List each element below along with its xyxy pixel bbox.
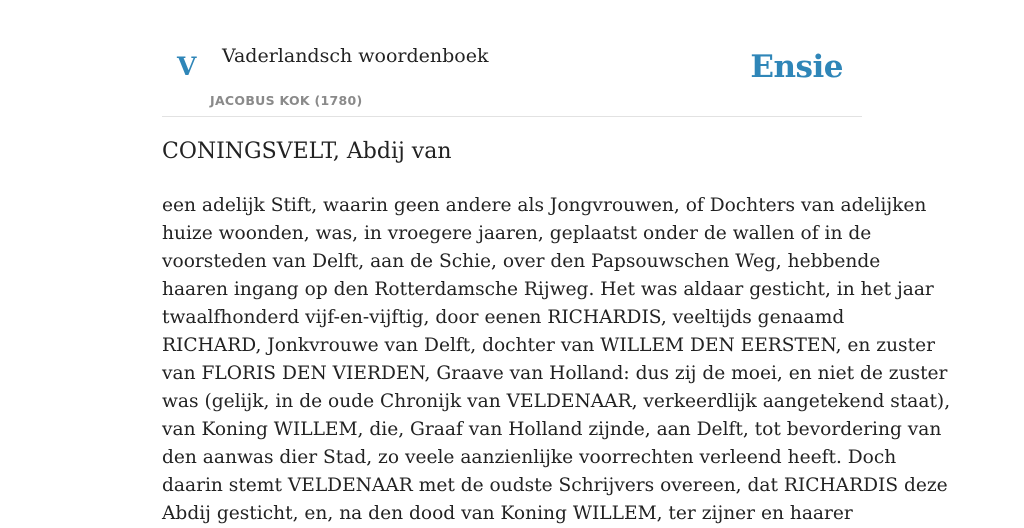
entry-text-line: daarin stemt VELDENAAR met de oudste Schrijvers overeen, dat RICHARDIS deze <box>162 475 948 496</box>
entry-text-line: Abdij gesticht, en, na den dood van Koning WILLEM, ter zijner en haarer <box>162 503 853 524</box>
entry-text-line: was (gelijk, in de oude Chronijk van VELDENAAR, verkeerdlijk aangetekend staat), <box>162 391 951 412</box>
entry-title: CONINGSVELT, Abdij van <box>162 139 452 164</box>
entry-text-line: haaren ingang op den Rotterdamsche Rijweg. Het was aldaar gesticht, in het jaar <box>162 279 934 300</box>
entry-body <box>162 192 951 528</box>
entry-text-line: van Koning WILLEM, die, Graaf van Holland zijnde, aan Delft, tot bevordering van <box>162 419 942 440</box>
entry-text-line: voorsteden van Delft, aan de Schie, over den Papsouwschen Weg, hebbende <box>162 251 881 272</box>
letter-badge[interactable]: V <box>177 52 197 81</box>
entry-text-line: den aanwas dier Stad, zo veele aanzienlijke voorrechten verleend heeft. Doch <box>162 447 897 468</box>
entry-text-line: huize woonden, was, in vroegere jaaren, geplaatst onder de wallen of in de <box>162 223 872 244</box>
entry-text-line: RICHARD, Jonkvrouwe van Delft, dochter van WILLEM DEN EERSTEN, en zuster <box>162 335 935 356</box>
dictionary-title[interactable]: Vaderlandsch woordenboek <box>222 45 489 67</box>
dictionary-author: JACOBUS KOK (1780) <box>210 93 363 108</box>
ensie-logo[interactable]: Ensie <box>750 49 843 85</box>
entry-text-line: van FLORIS DEN VIERDEN, Graave van Holland: dus zij de moei, en niet de zuster <box>162 363 948 384</box>
entry-text-line: twaalfhonderd vijf-en-vijftig, door eenen RICHARDIS, veeltijds genaamd <box>162 307 845 328</box>
entry-text-line: een adelijk Stift, waarin geen andere als Jongvrouwen, of Dochters van adelijken <box>162 195 927 216</box>
dictionary-header <box>162 0 862 117</box>
